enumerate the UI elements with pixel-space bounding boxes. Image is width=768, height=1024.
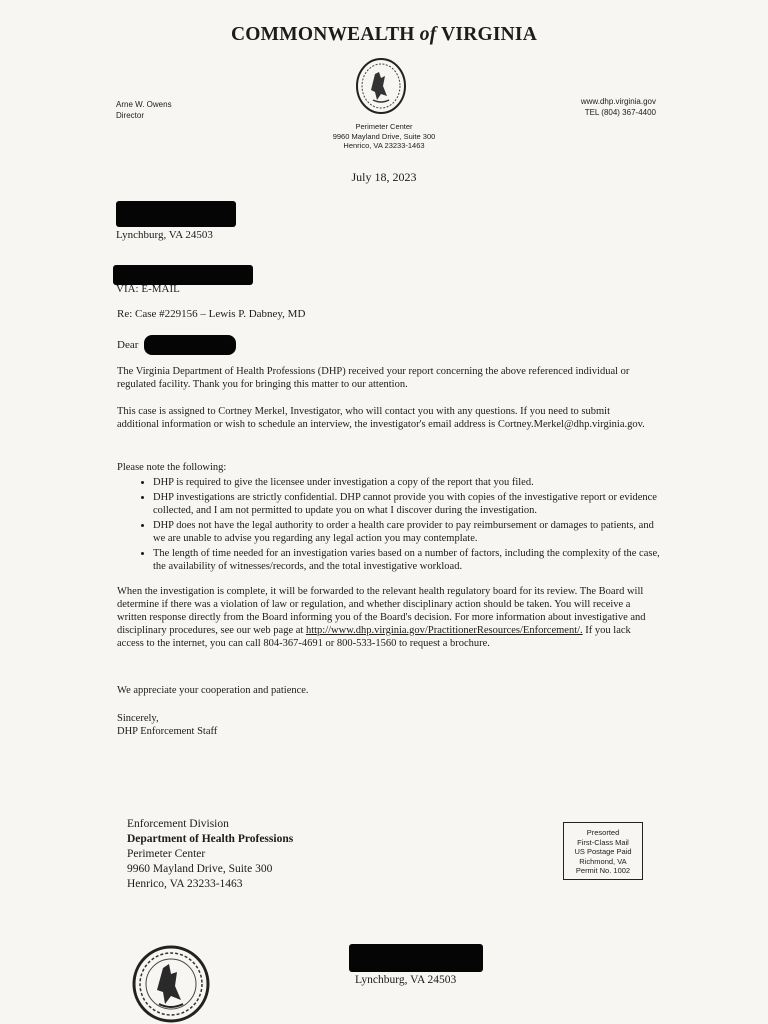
postage-line-4: Richmond, VA — [579, 856, 627, 866]
return-line-2: Department of Health Professions — [127, 833, 294, 845]
letterhead-title — [0, 24, 768, 46]
paragraph-report-received: The Virginia Department of Health Professions (DHP) received your report concerning the above referenced individual or regulated facility. Thank you for bringing this matter to our attention. — [117, 366, 630, 390]
phone: TEL (804) 367-4400 — [584, 108, 656, 117]
paragraph-appreciation: We appreciate your cooperation and patience. — [117, 685, 309, 696]
completion-text-2: If you lack access to the internet, you can call 804-367-4691 or 800-533-1560 to request a brochure. — [117, 625, 631, 649]
re-line: Re: Case #229156 – Lewis P. Dabney, MD — [117, 308, 306, 320]
postage-line-5: Permit No. 1002 — [575, 866, 631, 875]
notes-lead: Please note the following: — [117, 462, 227, 473]
director-name: Arne W. Owens — [116, 100, 172, 109]
title-state: VIRGINIA — [441, 24, 538, 45]
notes-item: • DHP investigations are strictly confidential. DHP cannot provide you with copies of the investigative report or evidence collected, and I am not permitted to update you on what I discover during the investigation. — [153, 491, 662, 517]
enforcement-link[interactable]: http://www.dhp.virginia.gov/PractitionerResources/Enforcement/. — [305, 625, 583, 636]
paragraph-investigator: This case is assigned to Cortney Merkel, Investigator, who will contact you with any questions. If you need to submit additional information or wish to schedule an interview, the investigator's email address is Cortney.Merkel@dhp.virginia.gov. — [117, 406, 645, 430]
return-address — [127, 817, 293, 892]
paragraph-completion — [117, 585, 659, 650]
redaction-bar — [116, 201, 236, 227]
notes-item: • DHP is required to give the licensee under investigation a copy of the report that you filed. — [153, 476, 662, 489]
return-line-5: Henrico, VA 23233-1463 — [127, 878, 243, 890]
via-line: VIA: E-MAIL — [116, 283, 180, 295]
director-block — [116, 99, 172, 121]
postage-indicia — [563, 822, 643, 880]
postage-line-2: First-Class Mail — [577, 837, 629, 847]
closing-signature: DHP Enforcement Staff — [117, 726, 218, 737]
title-of: of — [419, 24, 437, 45]
letter-date: July 18, 2023 — [351, 170, 417, 184]
return-line-3: Perimeter Center — [127, 848, 206, 860]
closing-sincerely: Sincerely, — [117, 713, 159, 724]
director-title: Director — [116, 111, 145, 120]
postage-line-3: US Postage Paid — [574, 847, 632, 856]
contact-block — [581, 96, 656, 118]
redaction-bar — [113, 265, 253, 285]
website: www.dhp.virginia.gov — [580, 97, 656, 106]
notes-section — [117, 461, 662, 575]
center-line-2: 9960 Mayland Drive, Suite 300 — [332, 131, 436, 141]
return-line-1: Enforcement Division — [127, 818, 229, 830]
postage-line-1: Presorted — [586, 828, 620, 837]
virginia-seal-icon — [355, 56, 407, 116]
center-line-1: Perimeter Center — [355, 122, 413, 131]
redaction-bar — [144, 335, 236, 355]
virginia-seal-icon — [131, 944, 211, 1024]
notes-list — [117, 476, 662, 573]
center-line-3: Henrico, VA 23233-1463 — [343, 141, 425, 150]
mailing-city: Lynchburg, VA 24503 — [355, 974, 457, 986]
notes-item: • The length of time needed for an investigation varies based on a number of factors, including the complexity of the case, the availability of witnesses/records, and the total investigative workload. — [153, 547, 662, 573]
closing-block — [117, 712, 217, 738]
redaction-bar — [349, 944, 483, 972]
return-line-4: 9960 Mayland Drive, Suite 300 — [127, 863, 273, 875]
title-main: COMMONWEALTH — [230, 24, 415, 45]
center-address — [0, 122, 768, 151]
completion-text: When the investigation is complete, it will be forwarded to the relevant health regulatory board for its review. The Board will determine if there was a violation of law or regulation, and whether disciplinary action should be taken. You will receive a written response directly from the Board informing you of the Board's decision. For more information about investigative and disciplinary procedures, see our web page at — [117, 586, 646, 636]
notes-item: • DHP does not have the legal authority to order a health care provider to pay reimbursement or damages to patients, and we are unable to advise you regarding any legal action you may contemplate. — [153, 519, 662, 545]
salutation: Dear — [117, 339, 139, 351]
recipient-city: Lynchburg, VA 24503 — [116, 229, 213, 241]
